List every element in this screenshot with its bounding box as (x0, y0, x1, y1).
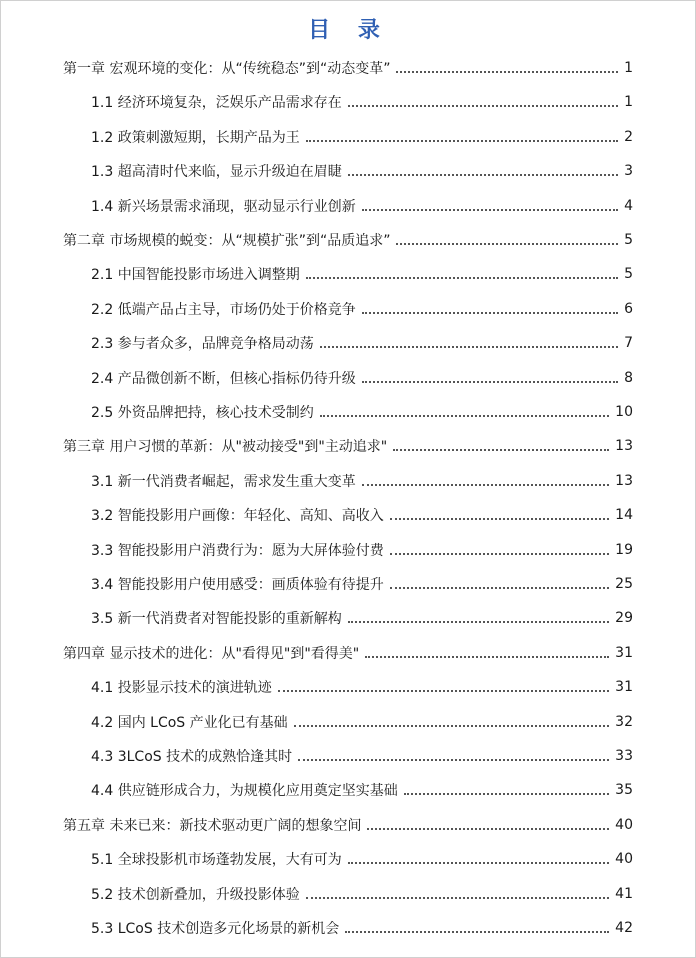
toc-page-number: 10 (615, 404, 633, 420)
toc-chapter-entry[interactable] (63, 53, 633, 83)
toc-entry-title: 5.3 LCoS 技术创造多元化场景的新机会 (91, 921, 340, 937)
toc-entry-title: 2.2 低端产品占主导，市场仍处于价格竞争 (91, 301, 356, 318)
toc-dot-leader (320, 346, 618, 348)
toc-page-number: 13 (615, 438, 633, 455)
toc-page-number: 3 (624, 163, 633, 180)
toc-page-number: 1 (624, 94, 633, 111)
toc-dot-leader (348, 621, 609, 623)
toc-section-entry[interactable] (91, 363, 633, 393)
toc-section-entry[interactable] (91, 775, 633, 805)
toc-dot-leader (306, 277, 618, 279)
toc-dot-leader (365, 656, 609, 658)
toc-entry-title: 3.5 新一代消费者对智能投影的重新解构 (91, 611, 342, 628)
toc-dot-leader (390, 518, 609, 520)
toc-dot-leader (362, 484, 609, 486)
toc-entry-title: 第三章 用户习惯的革新：从"被动接受"到"主动追求" (63, 439, 388, 456)
toc-page-number: 40 (615, 816, 633, 833)
toc-entry-title: 5.2 技术创新叠加，升级投影体验 (91, 886, 300, 903)
toc-page-number: 31 (615, 679, 633, 696)
toc-dot-leader (348, 862, 609, 864)
toc-page-number: 5 (624, 266, 633, 283)
toc-dot-leader (362, 381, 618, 383)
toc-section-entry[interactable] (91, 191, 633, 221)
toc-section-entry[interactable] (91, 672, 633, 702)
toc-section-entry[interactable] (91, 913, 633, 943)
toc-entry-title: 4.1 投影显示技术的演进轨迹 (91, 680, 272, 697)
toc-dot-leader (278, 690, 609, 692)
toc-section-entry[interactable] (91, 156, 633, 186)
toc-dot-leader (362, 209, 618, 211)
toc-page-number: 8 (624, 369, 633, 386)
toc-page-number: 14 (615, 507, 633, 524)
toc-dot-leader (298, 759, 609, 761)
toc-page-number: 33 (615, 748, 633, 764)
toc-entry-title: 4.3 3LCoS 技术的成熟恰逢其时 (91, 749, 293, 765)
toc-section-entry[interactable] (91, 535, 633, 565)
toc-section-entry[interactable] (91, 603, 633, 633)
toc-entry-title: 1.3 超高清时代来临，显示升级迫在眉睫 (91, 164, 342, 181)
toc-entry-title: 第二章 市场规模的蜕变：从“规模扩张”到“品质追求” (63, 233, 391, 249)
toc-entry-title: 2.3 参与者众多，品牌竞争格局动荡 (91, 336, 314, 353)
toc-page-number: 7 (624, 335, 633, 352)
toc-section-entry[interactable] (91, 741, 633, 771)
toc-entry-title: 1.2 政策刺激短期，长期产品为王 (91, 129, 300, 146)
toc-page-number: 1 (624, 60, 633, 76)
toc-section-entry[interactable] (91, 707, 633, 737)
toc-page-number: 32 (615, 713, 633, 730)
toc-page-number: 6 (624, 300, 633, 317)
toc-page-number: 35 (615, 782, 633, 799)
toc-section-entry[interactable] (91, 122, 633, 152)
toc-dot-leader (396, 71, 618, 73)
page-title: 目 录 (308, 18, 390, 43)
toc-dot-leader (390, 587, 609, 589)
toc-page-number: 41 (615, 885, 633, 902)
toc-entry-title: 2.5 外资品牌把持，核心技术受制约 (91, 405, 314, 421)
toc-entry-title: 3.4 智能投影用户使用感受：画质体验有待提升 (91, 577, 384, 593)
toc-page-number: 40 (615, 851, 633, 868)
toc-section-entry[interactable] (91, 259, 633, 289)
toc-entry-title: 3.2 智能投影用户画像：年轻化、高知、高收入 (91, 508, 384, 525)
toc-section-entry[interactable] (91, 569, 633, 599)
toc-page-number: 19 (615, 541, 633, 558)
toc-section-entry[interactable] (91, 328, 633, 358)
toc-page-number: 4 (624, 197, 633, 214)
toc-dot-leader (393, 449, 609, 451)
toc-chapter-entry[interactable] (63, 225, 633, 255)
toc-entry-title: 1.1 经济环境复杂，泛娱乐产品需求存在 (91, 95, 342, 112)
toc-dot-leader (306, 897, 609, 899)
toc-page-number: 25 (615, 576, 633, 592)
toc-entry-title: 3.1 新一代消费者崛起，需求发生重大变革 (91, 473, 356, 490)
toc-page-number: 5 (624, 232, 633, 248)
toc-dot-leader (294, 725, 610, 727)
toc-dot-leader (348, 174, 618, 176)
toc-page-number: 31 (615, 644, 633, 661)
toc-chapter-entry[interactable] (63, 810, 633, 840)
toc-entry-title: 第四章 显示技术的进化：从"看得见"到"看得美" (63, 645, 360, 662)
toc-entry-title: 1.4 新兴场景需求涌现，驱动显示行业创新 (91, 198, 356, 215)
toc-section-entry[interactable] (91, 466, 633, 496)
toc-chapter-entry[interactable] (63, 638, 633, 668)
toc-entry-title: 第一章 宏观环境的变化：从“传统稳态”到“动态变革” (63, 61, 391, 77)
toc-chapter-entry[interactable] (63, 431, 633, 461)
toc-page-number: 2 (624, 128, 633, 145)
toc-entry-title: 4.4 供应链形成合力，为规模化应用奠定坚实基础 (91, 783, 398, 800)
toc-dot-leader (404, 793, 609, 795)
toc-entry-title: 2.1 中国智能投影市场进入调整期 (91, 267, 300, 284)
toc-dot-leader (345, 931, 609, 933)
toc-section-entry[interactable] (91, 844, 633, 874)
toc-dot-leader (367, 828, 609, 830)
toc-dot-leader (362, 312, 618, 314)
toc-page-number: 42 (615, 920, 633, 936)
toc-page-number: 29 (615, 610, 633, 627)
toc-section-entry[interactable] (91, 397, 633, 427)
toc-dot-leader (390, 553, 609, 555)
toc-entry-title: 5.1 全球投影机市场蓬勃发展，大有可为 (91, 852, 342, 869)
toc-section-entry[interactable] (91, 87, 633, 117)
toc-section-entry[interactable] (91, 500, 633, 530)
toc-section-entry[interactable] (91, 294, 633, 324)
toc-dot-leader (396, 243, 618, 245)
toc-dot-leader (306, 140, 618, 142)
toc-entry-title: 2.4 产品微创新不断，但核心指标仍待升级 (91, 370, 356, 387)
toc-dot-leader (320, 415, 609, 417)
toc-page-number: 13 (615, 472, 633, 489)
toc-dot-leader (348, 105, 618, 107)
toc-section-entry[interactable] (91, 879, 633, 909)
toc-entry-title: 第五章 未来已来：新技术驱动更广阔的想象空间 (63, 817, 362, 834)
toc-entry-title: 3.3 智能投影用户消费行为：愿为大屏体验付费 (91, 542, 384, 559)
toc-entry-title: 4.2 国内 LCoS 产业化已有基础 (91, 714, 288, 731)
